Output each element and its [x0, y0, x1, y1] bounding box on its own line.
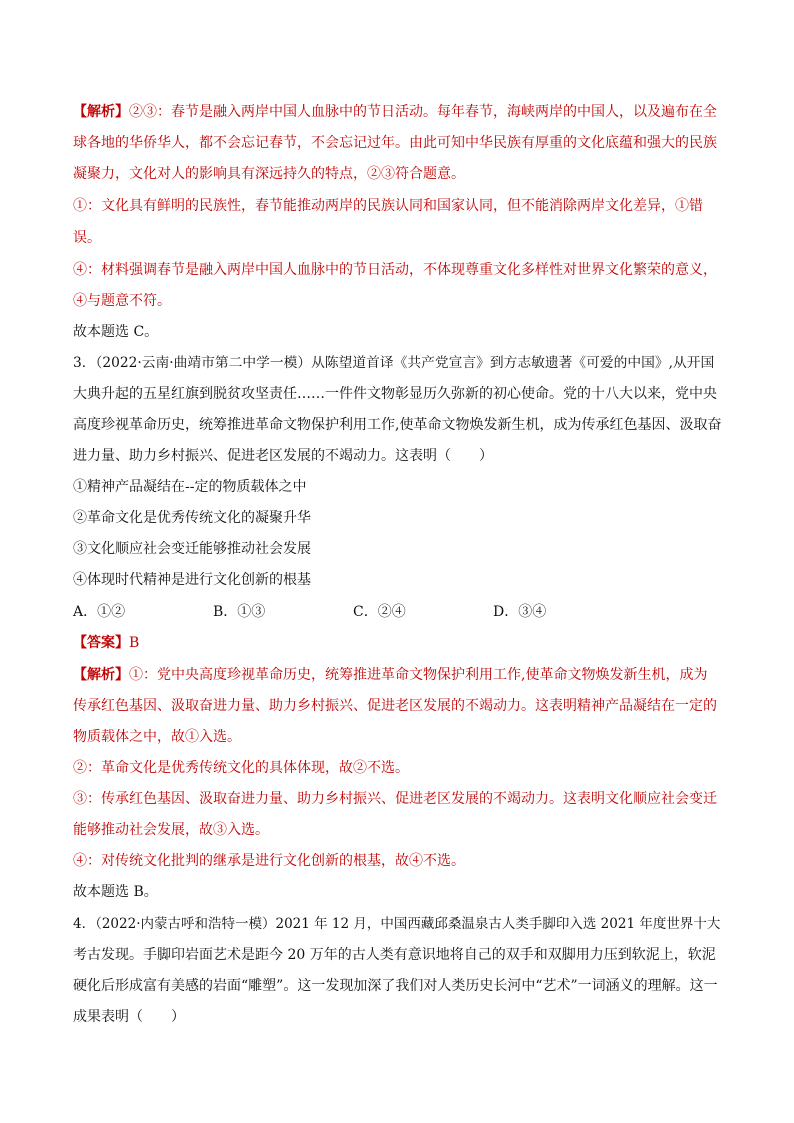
question-stem-line: 3．（2022·云南·曲靖市第二中学一模）从陈望道首译《共产党宣言》到方志敏遗著《可爱的中国》,从开国: [73, 355, 715, 371]
analysis-tag: 【解析】: [73, 104, 129, 120]
question-stem-line: 成果表明（ ）: [73, 1009, 185, 1025]
question-stem-line: 4．（2022·内蒙古呼和浩特一模）2021 年 12 月，中国西藏邱桑温泉古人类手脚印入选 2021 年度世界十大: [73, 916, 721, 932]
analysis-line: ①：文化具有鲜明的民族性，春节能推动两岸的民族认同和国家认同，但不能消除两岸文化差异，①错: [73, 198, 703, 214]
analysis-line: 【解析】①：党中央高度珍视革命历史，统筹推进革命文物保护利用工作,使革命文物焕发新生机，成为: [73, 667, 708, 683]
analysis-line: ④与题意不符。: [73, 293, 171, 309]
answer-value: B: [129, 635, 140, 651]
answer-line: [73, 634, 723, 652]
question-stem-line: 进力量、助力乡村振兴、促进老区发展的不竭动力。这表明（ ）: [73, 448, 493, 464]
conclusion-line: 故本题选 C。: [73, 324, 159, 340]
option-d: D．③④: [493, 604, 547, 620]
analysis-line: 物质载体之中，故①入选。: [73, 729, 241, 745]
answer-tag: 【答案】: [73, 635, 129, 651]
analysis-line: 传承红色基因、汲取奋进力量、助力乡村振兴、促进老区发展的不竭动力。这表明精神产品凝结在一定的: [73, 698, 717, 714]
question-stem-line: 高度珍视革命历史，统筹推进革命文物保护利用工作,使革命文物焕发新生机，成为传承红色基因、汲取奋: [73, 417, 722, 433]
statement-item: ①精神产品凝结在--定的物质载体之中: [73, 479, 307, 495]
analysis-line: ③：传承红色基因、汲取奋进力量、助力乡村振兴、促进老区发展的不竭动力。这表明文化顺应社会变迁: [73, 791, 717, 807]
analysis-tag: 【解析】: [73, 667, 129, 683]
analysis-line: 【解析】②③：春节是融入两岸中国人血脉中的节日活动。每年春节，海峡两岸的中国人，以及遍布在全: [73, 104, 717, 120]
statement-item: ④体现时代精神是进行文化创新的根基: [73, 572, 311, 588]
question-stem-line: 考古发现。手脚印岩面艺术是距今 20 万年的古人类有意识地将自己的双手和双脚用力压到软泥上，软泥: [73, 947, 716, 963]
question-stem-line: 大典升起的五星红旗到脱贫攻坚责任……一件件文物彰显历久弥新的初心使命。党的十八大以来，党中央: [73, 386, 717, 402]
option-b: B．①③: [213, 604, 266, 620]
analysis-line: 能够推动社会发展，故③入选。: [73, 822, 269, 838]
analysis-line: 误。: [73, 230, 101, 246]
statement-item: ③文化顺应社会变迁能够推动社会发展: [73, 541, 311, 557]
option-c: C．②④: [353, 604, 406, 620]
analysis-line: 凝聚力，文化对人的影响具有深远持久的特点，②③符合题意。: [73, 166, 465, 182]
question-stem-line: 硬化后形成富有美感的岩面“雕塑”。这一发现加深了我们对人类历史长河中“艺术”一词涵义的理解。这一: [73, 978, 718, 994]
option-a: A．①②: [73, 604, 126, 620]
analysis-line: ④：对传统文化批判的继承是进行文化创新的根基，故④不选。: [73, 853, 465, 869]
analysis-line: 球各地的华侨华人，都不会忘记春节，不会忘记过年。由此可知中华民族有厚重的文化底蕴和强大的民族: [73, 135, 717, 151]
statement-item: ②革命文化是优秀传统文化的凝聚升华: [73, 510, 311, 526]
conclusion-line: 故本题选 B。: [73, 884, 158, 900]
analysis-line: ②：革命文化是优秀传统文化的具体体现，故②不选。: [73, 760, 409, 776]
analysis-line: ④：材料强调春节是融入两岸中国人血脉中的节日活动，不体现尊重文化多样性对世界文化繁荣的意义，: [73, 262, 717, 278]
